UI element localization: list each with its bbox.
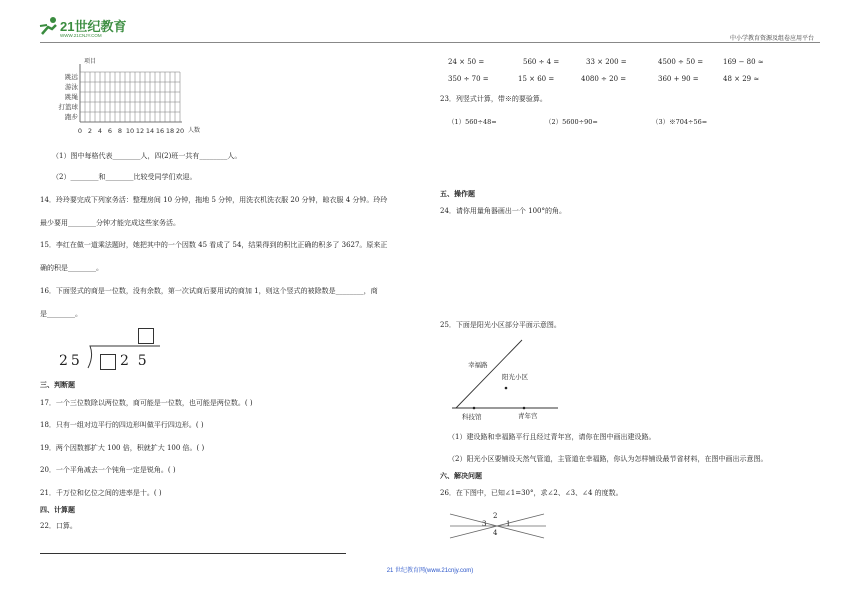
chart-x-title: 人数 (188, 127, 201, 134)
q23-item-1: （1）560÷48= (448, 118, 497, 126)
q24: 24．请你用量角器画出一个 100°的角。 (440, 207, 566, 215)
section-5-title: 五、操作题 (440, 191, 475, 198)
q17: 17．一个三位数除以两位数，商可能是一位数，也可能是两位数。( ) (40, 399, 253, 407)
q23-item-2: （2）5600÷90= (545, 118, 598, 126)
calc-item: 48 × 29 ≈ (723, 75, 760, 83)
angle-label-3: 3 (482, 520, 487, 528)
angle-figure (448, 508, 548, 544)
runner-icon (38, 16, 60, 36)
angle-label-1: 1 (506, 520, 511, 528)
chart-row-label: 跳远 (65, 73, 78, 81)
q16-line1: 16．下面竖式的商是一位数，没有余数，第一次试商后要用试的商加 1，则这个竖式的被除数是________，商 (40, 287, 378, 295)
angle-label-4: 4 (493, 529, 498, 537)
chart-x-tick: 8 (117, 127, 123, 135)
quotient-box (138, 328, 154, 344)
q15-line1: 15．李红在做一道乘法题时，她把其中的一个因数 45 看成了 54，结果得到的积比正确的积多了 3627。原来正 (40, 241, 388, 249)
logo-text: 21世纪教育 (60, 19, 127, 34)
chart-row-label: 跳绳 (65, 93, 78, 101)
q23-item-3: （3）※704÷56= (652, 118, 708, 126)
calc-item: 15 × 60 = (518, 75, 555, 83)
chart-row-label: 跑步 (65, 113, 78, 121)
header-platform-text: 中小学教育资源及组卷应用平台 (729, 36, 814, 42)
chart-row-label: 打篮球 (58, 103, 78, 111)
q13-part2: （2）________和________比较受同学们欢迎。 (52, 173, 197, 181)
q13-part1: （1）图中每格代表________人，四(2)班一共有________人。 (52, 152, 242, 160)
bottom-rule (40, 553, 346, 554)
chart-x-tick: 20 (175, 127, 185, 135)
section-4-title: 四、计算题 (40, 507, 75, 514)
q14-line2: 最少要用________分钟才能完成这些家务活。 (40, 219, 180, 227)
map-label-community: 阳光小区 (502, 373, 528, 381)
chart-x-tick: 0 (77, 127, 83, 135)
q14-line1: 14．玲玲要完成下列家务活：整理房间 10 分钟，拖地 5 分钟，用洗衣机洗衣服 20 分钟，晾衣服 4 分钟。玲玲 (40, 196, 388, 204)
dividend-box (100, 354, 116, 370)
q26: 26．在下图中，已知∠1=30°，求∠2、∠3、∠4 的度数。 (440, 489, 623, 497)
divisor: 25 (59, 353, 83, 369)
section-3-title: 三、判断题 (40, 382, 75, 389)
q16-line2: 是________。 (40, 310, 82, 318)
q20: 20．一个平角减去一个钝角一定是锐角。( ) (40, 466, 176, 474)
community-point (505, 387, 508, 390)
calc-item: 560 ÷ 4 = (523, 58, 560, 66)
calc-item: 350 ÷ 70 = (448, 75, 489, 83)
q25: 25．下面是阳光小区部分平面示意图。 (440, 321, 561, 329)
chart-x-tick: 16 (155, 127, 165, 135)
map-label-palace: 青年宫 (518, 412, 538, 420)
chart-x-tick: 2 (87, 127, 93, 135)
angle-label-2: 2 (493, 512, 498, 520)
q18: 18．只有一组对边平行的四边形叫做平行四边形。( ) (40, 421, 204, 429)
calc-item: 4500 ÷ 50 = (658, 58, 704, 66)
logo-url: WWW.21CNJY.COM (60, 33, 102, 38)
community-map (448, 338, 560, 424)
bar-chart-grid (58, 56, 208, 136)
chart-x-tick: 12 (135, 127, 145, 135)
header-divider (40, 42, 820, 43)
calc-item: 4080 ÷ 20 = (581, 75, 627, 83)
q22: 22．口算。 (40, 522, 77, 530)
calc-item: 24 × 50 = (448, 58, 485, 66)
q19: 19．两个因数都扩大 100 倍，积就扩大 100 倍。( ) (40, 444, 205, 452)
chart-x-tick: 14 (145, 127, 155, 135)
palace-point (523, 407, 526, 410)
map-label-museum: 科技馆 (462, 413, 482, 421)
site-logo (38, 14, 148, 40)
q25-part1: （1）建设路和幸福路平行且经过青年宫，请你在图中画出建设路。 (448, 433, 656, 441)
q25-part2: （2）阳光小区要铺设天然气管道，主管道在幸福路，你认为怎样铺设最节省材料，在图中画出示意图。 (448, 455, 768, 463)
footer-link[interactable]: 21 世纪教育网(www.21cnjy.com) (386, 568, 474, 574)
chart-y-title: 项目 (84, 58, 97, 65)
q15-line2: 确的积是________。 (40, 264, 103, 272)
dividend-digits: 2 5 (120, 353, 147, 369)
calc-item: 169 − 80 ≈ (723, 58, 764, 66)
long-division-figure (56, 328, 166, 372)
chart-x-tick: 18 (165, 127, 175, 135)
q21: 21．千万位和亿位之间的进率是十。( ) (40, 489, 162, 497)
map-label-road: 幸福路 (468, 361, 488, 369)
calc-item: 33 × 200 = (586, 58, 627, 66)
chart-row-label: 游泳 (65, 83, 78, 91)
section-6-title: 六、解决问题 (440, 473, 482, 480)
chart-x-tick: 4 (97, 127, 103, 135)
q23: 23．列竖式计算，带※的要验算。 (440, 95, 547, 103)
chart-x-tick: 10 (125, 127, 135, 135)
museum-point (473, 407, 476, 410)
chart-x-tick: 6 (107, 127, 113, 135)
calc-item: 360 + 90 = (658, 75, 699, 83)
